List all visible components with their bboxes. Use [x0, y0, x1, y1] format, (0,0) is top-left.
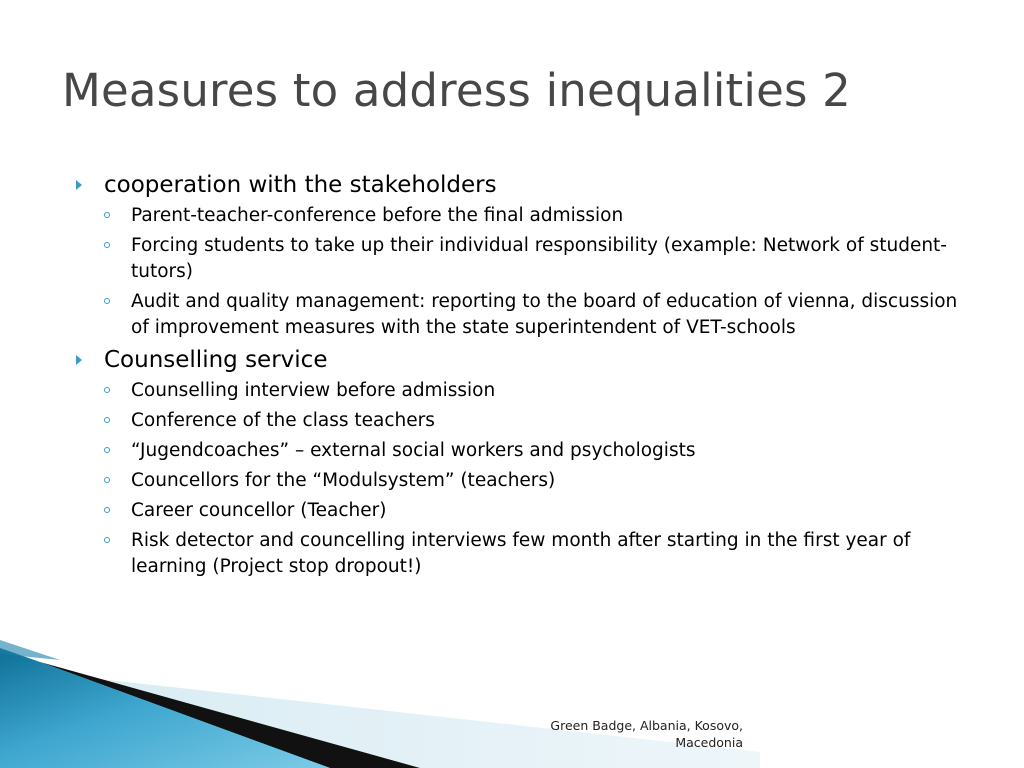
circle-bullet-icon	[104, 387, 110, 393]
sub-bullet-item	[75, 408, 967, 434]
triangle-bullet-icon	[76, 180, 82, 190]
sub-bullet-text: Forcing students to take up their individual responsibility (example: Network of student-tutors)	[131, 235, 947, 282]
sub-bullet-item	[75, 438, 967, 464]
slide-title: Measures to address inequalities 2	[62, 64, 851, 117]
sub-bullet-text: Counselling interview before admission	[131, 380, 496, 401]
circle-bullet-icon	[104, 507, 110, 513]
slide-content	[75, 170, 975, 584]
circle-bullet-icon	[104, 212, 110, 218]
sub-bullet-text: “Jugendcoaches” – external social workers and psychologists	[131, 440, 696, 461]
circle-bullet-icon	[104, 242, 110, 248]
sub-bullet-item	[75, 498, 967, 524]
bullet-heading-stakeholders	[75, 170, 975, 200]
circle-bullet-icon	[104, 417, 110, 423]
sub-bullet-item	[75, 378, 967, 404]
circle-bullet-icon	[104, 477, 110, 483]
circle-bullet-icon	[104, 537, 110, 543]
sub-bullet-text: Career councellor (Teacher)	[131, 500, 387, 521]
triangle-bullet-icon	[76, 355, 82, 365]
bullet-heading-counselling	[75, 345, 975, 375]
sub-bullet-item	[75, 289, 967, 341]
sub-bullet-text: Audit and quality management: reporting to the board of education of vienna, discussion of improvement measures with the state superintendent of VET-schools	[131, 291, 958, 338]
sub-bullet-text: Parent-teacher-conference before the final admission	[131, 205, 624, 226]
sub-bullet-item	[75, 528, 967, 580]
bullet-heading-text: Counselling service	[104, 347, 328, 373]
sub-bullet-item	[75, 203, 967, 229]
sub-bullet-text: Councellors for the “Modulsystem” (teachers)	[131, 470, 556, 491]
circle-bullet-icon	[104, 298, 110, 304]
bullet-heading-text: cooperation with the stakeholders	[104, 172, 497, 198]
sub-bullet-text: Conference of the class teachers	[131, 410, 435, 431]
sub-bullet-item	[75, 468, 967, 494]
sub-bullet-text: Risk detector and councelling interviews few month after starting in the first year of learning (Project stop dropout!)	[131, 530, 911, 577]
sub-bullet-item	[75, 233, 967, 285]
slide-footer: Green Badge, Albania, Kosovo, Macedonia	[550, 718, 743, 750]
circle-bullet-icon	[104, 447, 110, 453]
